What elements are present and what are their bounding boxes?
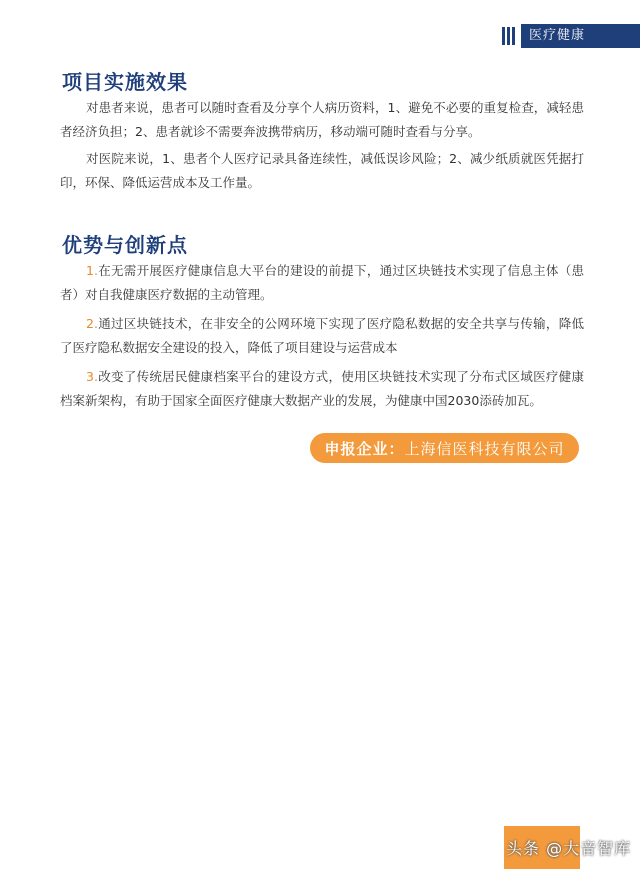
advantages-heading: 优势与创新点 — [62, 233, 188, 257]
advantage-number: 2. — [86, 316, 98, 331]
advantage-item-2 — [60, 312, 584, 360]
watermark: 头条 @大音智库 — [506, 839, 632, 858]
advantage-item-1 — [60, 259, 584, 307]
advantage-text: 在无需开展医疗健康信息大平台的建设的前提下，通过区块链技术实现了信息主体（患者）对自我健康医疗数据的主动管理。 — [60, 263, 584, 302]
advantage-text: 改变了传统居民健康档案平台的建设方式，使用区块链技术实现了分布式区域医疗健康档案新架构，有助于国家全面医疗健康大数据产业的发展，为健康中国2030添砖加瓦。 — [60, 369, 584, 408]
effects-paragraph-2: 对医院来说，1、患者个人医疗记录具备连续性，减低误诊风险；2、减少纸质就医凭据打印，环保、降低运营成本及工作量。 — [60, 151, 584, 190]
company-label: 申报企业： — [324, 439, 405, 458]
advantage-number: 3. — [86, 369, 98, 384]
effects-paragraph-1: 对患者来说，患者可以随时查看及分享个人病历资料，1、避免不必要的重复检查，减轻患者经济负担；2、患者就诊不需要奔波携带病历，移动端可随时查看与分享。 — [60, 100, 584, 139]
advantage-text: 通过区块链技术，在非安全的公网环境下实现了医疗隐私数据的安全共享与传输，降低了医疗隐私数据安全建设的投入，降低了项目建设与运营成本 — [60, 316, 584, 355]
advantage-item-3 — [60, 365, 584, 413]
section-tag: 医疗健康 — [521, 24, 640, 48]
effects-heading: 项目实施效果 — [62, 70, 188, 94]
company-badge — [310, 433, 579, 463]
advantage-number: 1. — [86, 263, 98, 278]
header-stripes-icon — [502, 27, 515, 45]
company-name: 上海信医科技有限公司 — [404, 439, 565, 458]
header-bar — [498, 24, 640, 48]
